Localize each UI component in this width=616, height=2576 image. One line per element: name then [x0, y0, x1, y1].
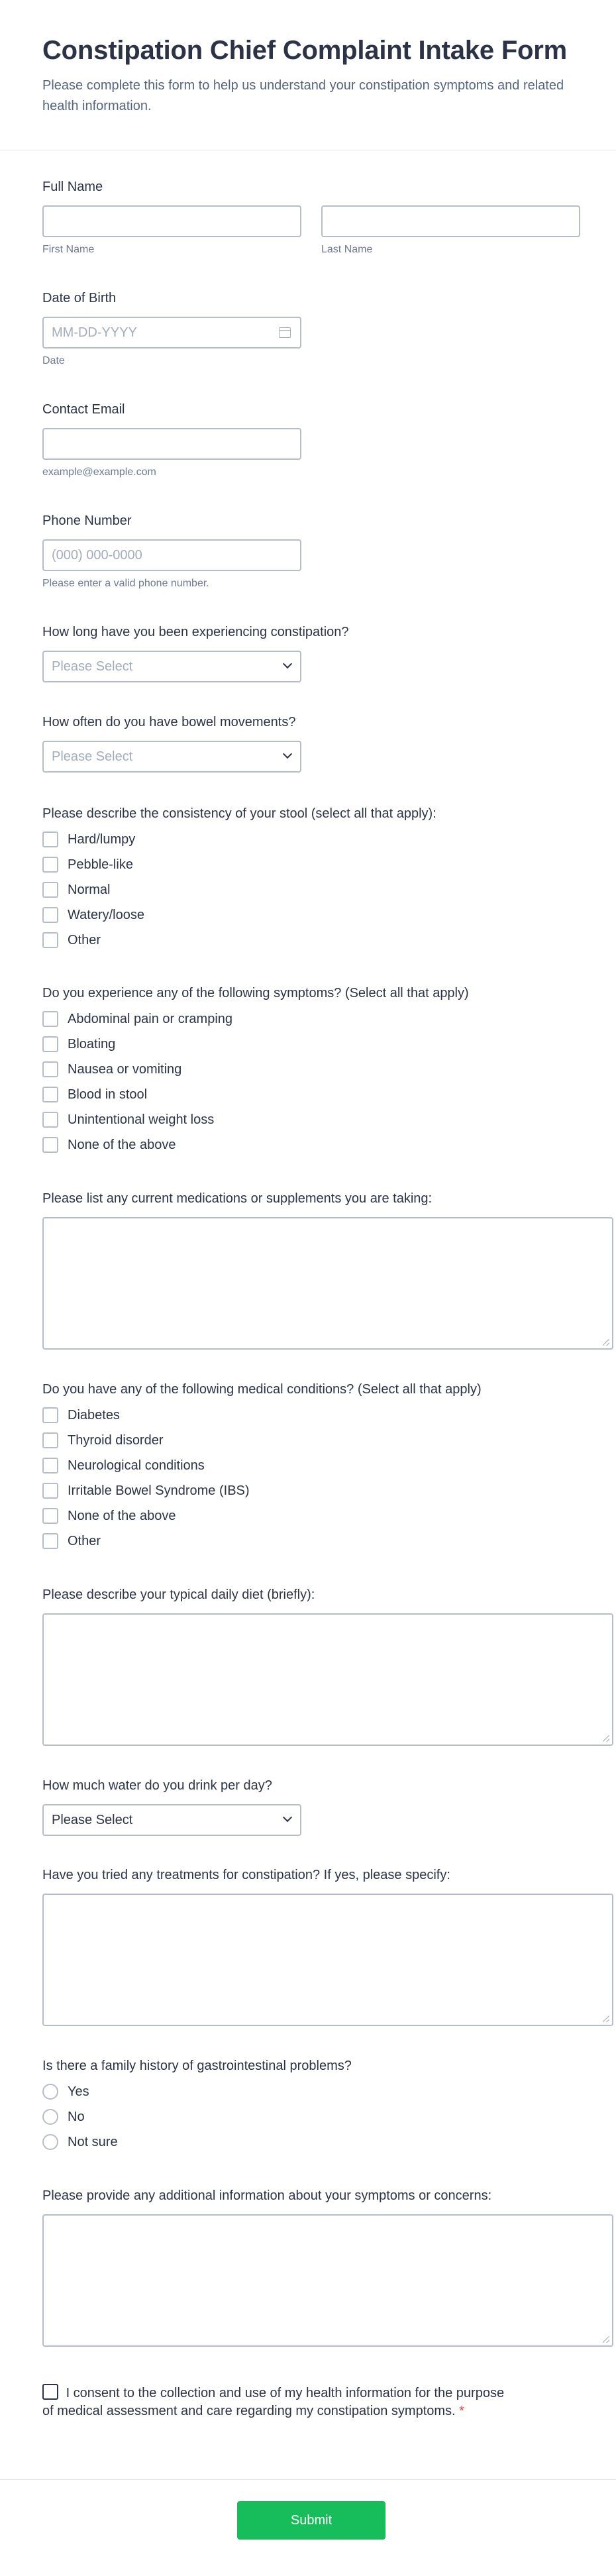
- symptom-option[interactable]: [42, 1032, 469, 1057]
- diet-textarea[interactable]: [42, 1613, 613, 1746]
- option-label: Normal: [68, 882, 111, 897]
- last-name-sublabel: Last Name: [321, 244, 373, 255]
- option-label: Other: [68, 932, 101, 947]
- option-label: Blood in stool: [68, 1087, 148, 1102]
- dob-sublabel: Date: [42, 355, 65, 366]
- first-name-sublabel: First Name: [42, 244, 95, 255]
- additional-textarea[interactable]: [42, 2214, 613, 2347]
- symptom-option[interactable]: [42, 1132, 469, 1157]
- dob-field: [42, 290, 301, 367]
- checkbox[interactable]: [42, 857, 58, 873]
- water-label: How much water do you drink per day?: [42, 1778, 272, 1793]
- checkbox[interactable]: [42, 1483, 58, 1499]
- option-label: Abdominal pain or cramping: [68, 1011, 233, 1026]
- checkbox[interactable]: [42, 1061, 58, 1077]
- diet-label: Please describe your typical daily diet (briefly):: [42, 1587, 315, 1602]
- phone-field: [42, 513, 301, 590]
- radio-button[interactable]: [42, 2109, 58, 2125]
- symptom-option[interactable]: [42, 1057, 469, 1082]
- additional-label: Please provide any additional information about your symptoms or concerns:: [42, 2188, 492, 2203]
- resize-grip-icon[interactable]: [603, 2336, 609, 2343]
- checkbox[interactable]: [42, 932, 58, 948]
- treatments-field: [42, 1867, 613, 2026]
- stool-option[interactable]: [42, 852, 436, 877]
- checkbox[interactable]: [42, 1407, 58, 1423]
- medications-label: Please list any current medications or supplements you are taking:: [42, 1191, 433, 1206]
- duration-select-value: Please Select: [52, 659, 133, 674]
- diet-field: [42, 1587, 613, 1746]
- resize-grip-icon[interactable]: [603, 1339, 609, 1346]
- email-input[interactable]: [42, 428, 301, 460]
- conditions-field: [42, 1381, 482, 1554]
- checkbox[interactable]: [42, 1112, 58, 1128]
- treatments-label: Have you tried any treatments for constipation? If yes, please specify:: [42, 1868, 450, 1882]
- checkbox[interactable]: [42, 882, 58, 898]
- option-label: Nausea or vomiting: [68, 1061, 182, 1077]
- condition-option[interactable]: [42, 1453, 482, 1478]
- duration-label: How long have you been experiencing constipation?: [42, 625, 349, 639]
- family-history-field: [42, 2058, 352, 2155]
- medications-field: [42, 1191, 613, 1350]
- radio-button[interactable]: [42, 2134, 58, 2150]
- checkbox[interactable]: [42, 1036, 58, 1052]
- duration-field: [42, 624, 349, 682]
- water-field: [42, 1778, 301, 1836]
- last-name-input[interactable]: [321, 205, 580, 237]
- option-label: Irritable Bowel Syndrome (IBS): [68, 1483, 250, 1498]
- email-sublabel: example@example.com: [42, 466, 156, 478]
- chevron-down-icon: [283, 749, 292, 759]
- frequency-field: [42, 714, 301, 773]
- conditions-label: Do you have any of the following medical conditions? (Select all that apply): [42, 1382, 482, 1397]
- symptom-option[interactable]: [42, 1082, 469, 1107]
- full-name-label: Full Name: [42, 180, 103, 194]
- form-description: Please complete this form to help us understand your constipation symptoms and related health information.: [42, 78, 564, 113]
- frequency-select[interactable]: [42, 741, 301, 773]
- family-history-option[interactable]: [42, 2129, 352, 2155]
- option-label: None of the above: [68, 1508, 176, 1523]
- stool-option[interactable]: [42, 877, 436, 902]
- required-mark: *: [459, 2404, 464, 2418]
- footer-divider: [0, 2479, 616, 2480]
- radio-button[interactable]: [42, 2084, 58, 2100]
- page-title: Constipation Chief Complaint Intake Form: [42, 36, 568, 65]
- family-history-option[interactable]: [42, 2079, 352, 2104]
- checkbox[interactable]: [42, 1533, 58, 1549]
- condition-option[interactable]: [42, 1403, 482, 1428]
- chevron-down-icon: [283, 659, 292, 669]
- consent-checkbox[interactable]: [42, 2384, 58, 2400]
- email-label: Contact Email: [42, 402, 125, 417]
- checkbox[interactable]: [42, 1458, 58, 1474]
- medications-textarea[interactable]: [42, 1217, 613, 1350]
- option-label: Hard/lumpy: [68, 832, 136, 847]
- symptom-option[interactable]: [42, 1107, 469, 1132]
- condition-option[interactable]: [42, 1503, 482, 1529]
- submit-button[interactable]: Submit: [237, 2501, 385, 2540]
- stool-option[interactable]: [42, 928, 436, 953]
- option-label: Other: [68, 1533, 101, 1548]
- checkbox[interactable]: [42, 1508, 58, 1524]
- condition-option[interactable]: [42, 1529, 482, 1554]
- checkbox[interactable]: [42, 1137, 58, 1153]
- option-label: Not sure: [68, 2134, 118, 2149]
- water-select-value: Please Select: [52, 1812, 133, 1827]
- option-label: Thyroid disorder: [68, 1432, 164, 1448]
- option-label: Watery/loose: [68, 907, 144, 922]
- option-label: None of the above: [68, 1137, 176, 1152]
- checkbox[interactable]: [42, 1087, 58, 1102]
- water-select[interactable]: [42, 1804, 301, 1836]
- checkbox[interactable]: [42, 1011, 58, 1027]
- resize-grip-icon[interactable]: [603, 2015, 609, 2022]
- additional-field: [42, 2188, 613, 2347]
- stool-field: [42, 806, 436, 953]
- phone-sublabel: Please enter a valid phone number.: [42, 578, 209, 589]
- symptoms-label: Do you experience any of the following symptoms? (Select all that apply): [42, 986, 469, 1000]
- option-label: No: [68, 2109, 85, 2124]
- option-label: Yes: [68, 2084, 89, 2099]
- calendar-icon[interactable]: [279, 327, 291, 338]
- checkbox[interactable]: [42, 907, 58, 923]
- option-label: Neurological conditions: [68, 1458, 205, 1473]
- consent-text: I consent to the collection and use of my health information for the purpose of medical assessment and care regarding my constipation symptoms.: [42, 2386, 505, 2418]
- option-label: Unintentional weight loss: [68, 1112, 215, 1127]
- condition-option[interactable]: [42, 1478, 482, 1503]
- dob-label: Date of Birth: [42, 291, 117, 305]
- consent-field[interactable]: [42, 2384, 506, 2420]
- stool-label: Please describe the consistency of your stool (select all that apply):: [42, 806, 436, 821]
- symptoms-field: [42, 985, 469, 1157]
- phone-input[interactable]: [42, 539, 301, 571]
- resize-grip-icon[interactable]: [603, 1735, 609, 1742]
- symptom-option[interactable]: [42, 1006, 469, 1032]
- chevron-down-icon: [283, 1813, 292, 1822]
- treatments-textarea[interactable]: [42, 1894, 613, 2026]
- condition-option[interactable]: [42, 1428, 482, 1453]
- checkbox[interactable]: [42, 1432, 58, 1448]
- frequency-select-value: Please Select: [52, 749, 133, 764]
- phone-placeholder: (000) 000-0000: [52, 547, 142, 563]
- dob-placeholder: MM-DD-YYYY: [52, 325, 137, 340]
- frequency-label: How often do you have bowel movements?: [42, 715, 296, 729]
- checkbox[interactable]: [42, 832, 58, 847]
- first-name-input[interactable]: [42, 205, 301, 237]
- option-label: Bloating: [68, 1036, 116, 1051]
- dob-input[interactable]: [42, 317, 301, 349]
- family-history-option[interactable]: [42, 2104, 352, 2129]
- duration-select[interactable]: [42, 651, 301, 682]
- phone-label: Phone Number: [42, 513, 132, 528]
- family-history-label: Is there a family history of gastrointestinal problems?: [42, 2059, 352, 2073]
- full-name-field: [42, 179, 580, 256]
- option-label: Pebble-like: [68, 857, 133, 872]
- email-field: [42, 402, 301, 478]
- stool-option[interactable]: [42, 827, 436, 852]
- stool-option[interactable]: [42, 902, 436, 928]
- option-label: Diabetes: [68, 1407, 120, 1422]
- form-header: [0, 0, 616, 150]
